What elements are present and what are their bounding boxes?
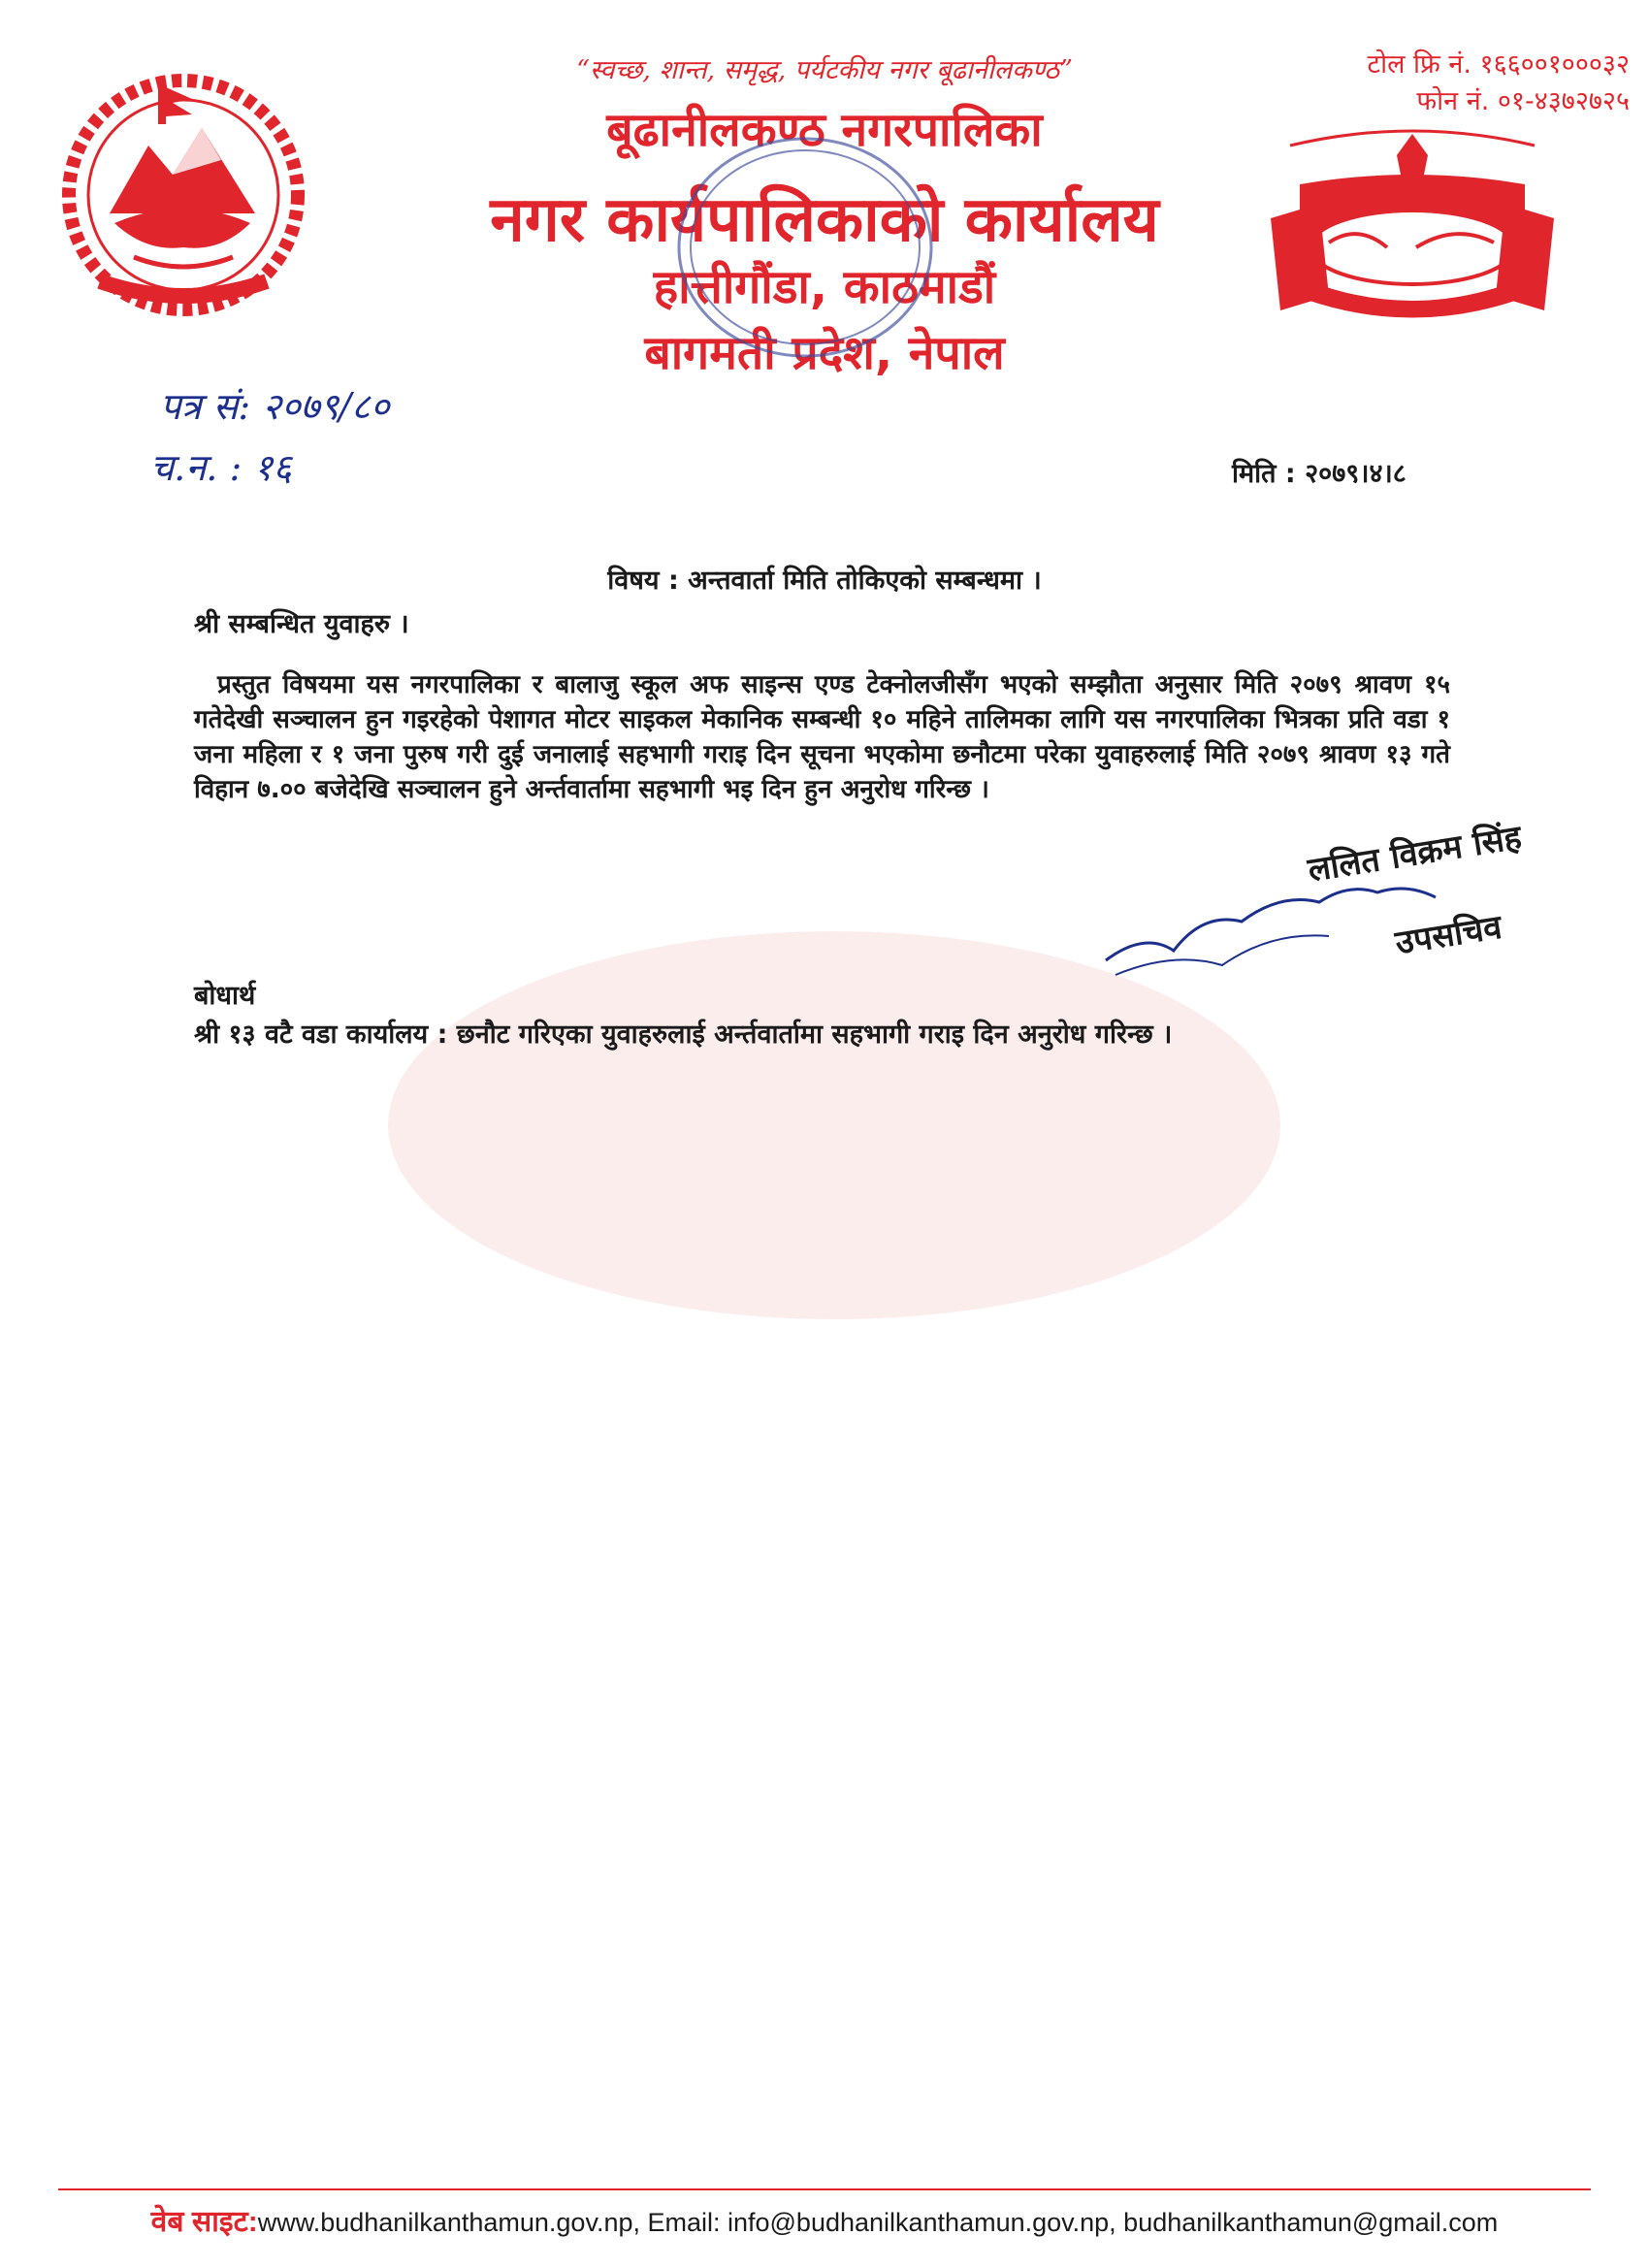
office-stamp-icon — [669, 126, 941, 369]
footer — [0, 2200, 1649, 2240]
address-province: बागमती प्रदेश, नेपाल — [644, 326, 1005, 380]
letter-date: मिति : २०७९।४।८ — [1232, 459, 1406, 489]
letter-subject: विषय : अन्तवार्ता मिति तोकिएको सम्बन्धमा । — [607, 566, 1042, 596]
address-city: हात्तीगौंडा, काठमाडौं — [653, 260, 996, 314]
letter-salutation: श्री सम्बन्धित युवाहरु । — [194, 609, 409, 639]
letter-body: प्रस्तुत विषयमा यस नगरपालिका र बालाजु स्कूल अफ साइन्स एण्ड टेक्नोलजीसँग भएको सम्झौता अनुसार मिति २०७९ श्रावण १५ गतेदेखी सञ्चालन हुन गइरहेको पेशागत मोटर साइकल मेकानिक सम्बन्धी १० महिने तालिमका लागि यस नगरपालिका भित्रका प्रति वडा १ जना महिला र १ जना पुरुष गरी दुई जनालाई सहभागी गराइ दिन सूचना भएकोमा छनौटमा परेका युवाहरुलाई मिति २०७९ श्रावण १३ गते विहान ७.०० बजेदेखि सञ्चालन हुने अर्न्तवार्तामा सहभागी भइ दिन हुन अनुरोध गरिन्छ । — [194, 670, 1450, 804]
footer-divider — [58, 2188, 1591, 2190]
signatory-title: उपसचिव — [1392, 907, 1504, 963]
slogan: “स्वच्छ, शान्त, समृद्ध, पर्यटकीय नगर बूढानीलकण्ठ” — [576, 55, 1073, 85]
dispatch-number: च.न. : १६ — [150, 446, 292, 489]
office-name: नगर कार्यपालिकाको कार्यालय — [490, 184, 1159, 256]
phone-number: फोन नं. ०१-४३७२७२५ — [1416, 86, 1630, 116]
signatory-name: ललित विक्रम सिंह — [1305, 818, 1525, 891]
municipality-name: बूढानीलकण्ठ नगरपालिका — [606, 103, 1043, 157]
cc-heading: बोधार्थ — [194, 981, 256, 1011]
footer-website-label: वेब साइट: — [150, 2206, 258, 2238]
footer-contacts: www.budhanilkanthamun.gov.np, Email: info@budhanilkanthamun.gov.np, budhanilkanthamun@gmail.com — [257, 2208, 1499, 2237]
toll-free-number: टोल फ्रि नं. १६६००१०००३२ — [1367, 49, 1630, 80]
cc-line: श्री १३ वटै वडा कार्यालय : छनौट गरिएका युवाहरुलाई अर्न्तवार्तामा सहभागी गराइ दिन अनुरोध गरिन्छ । — [194, 1020, 1173, 1050]
reference-number: पत्र सं: २०७९/८० — [160, 385, 390, 428]
